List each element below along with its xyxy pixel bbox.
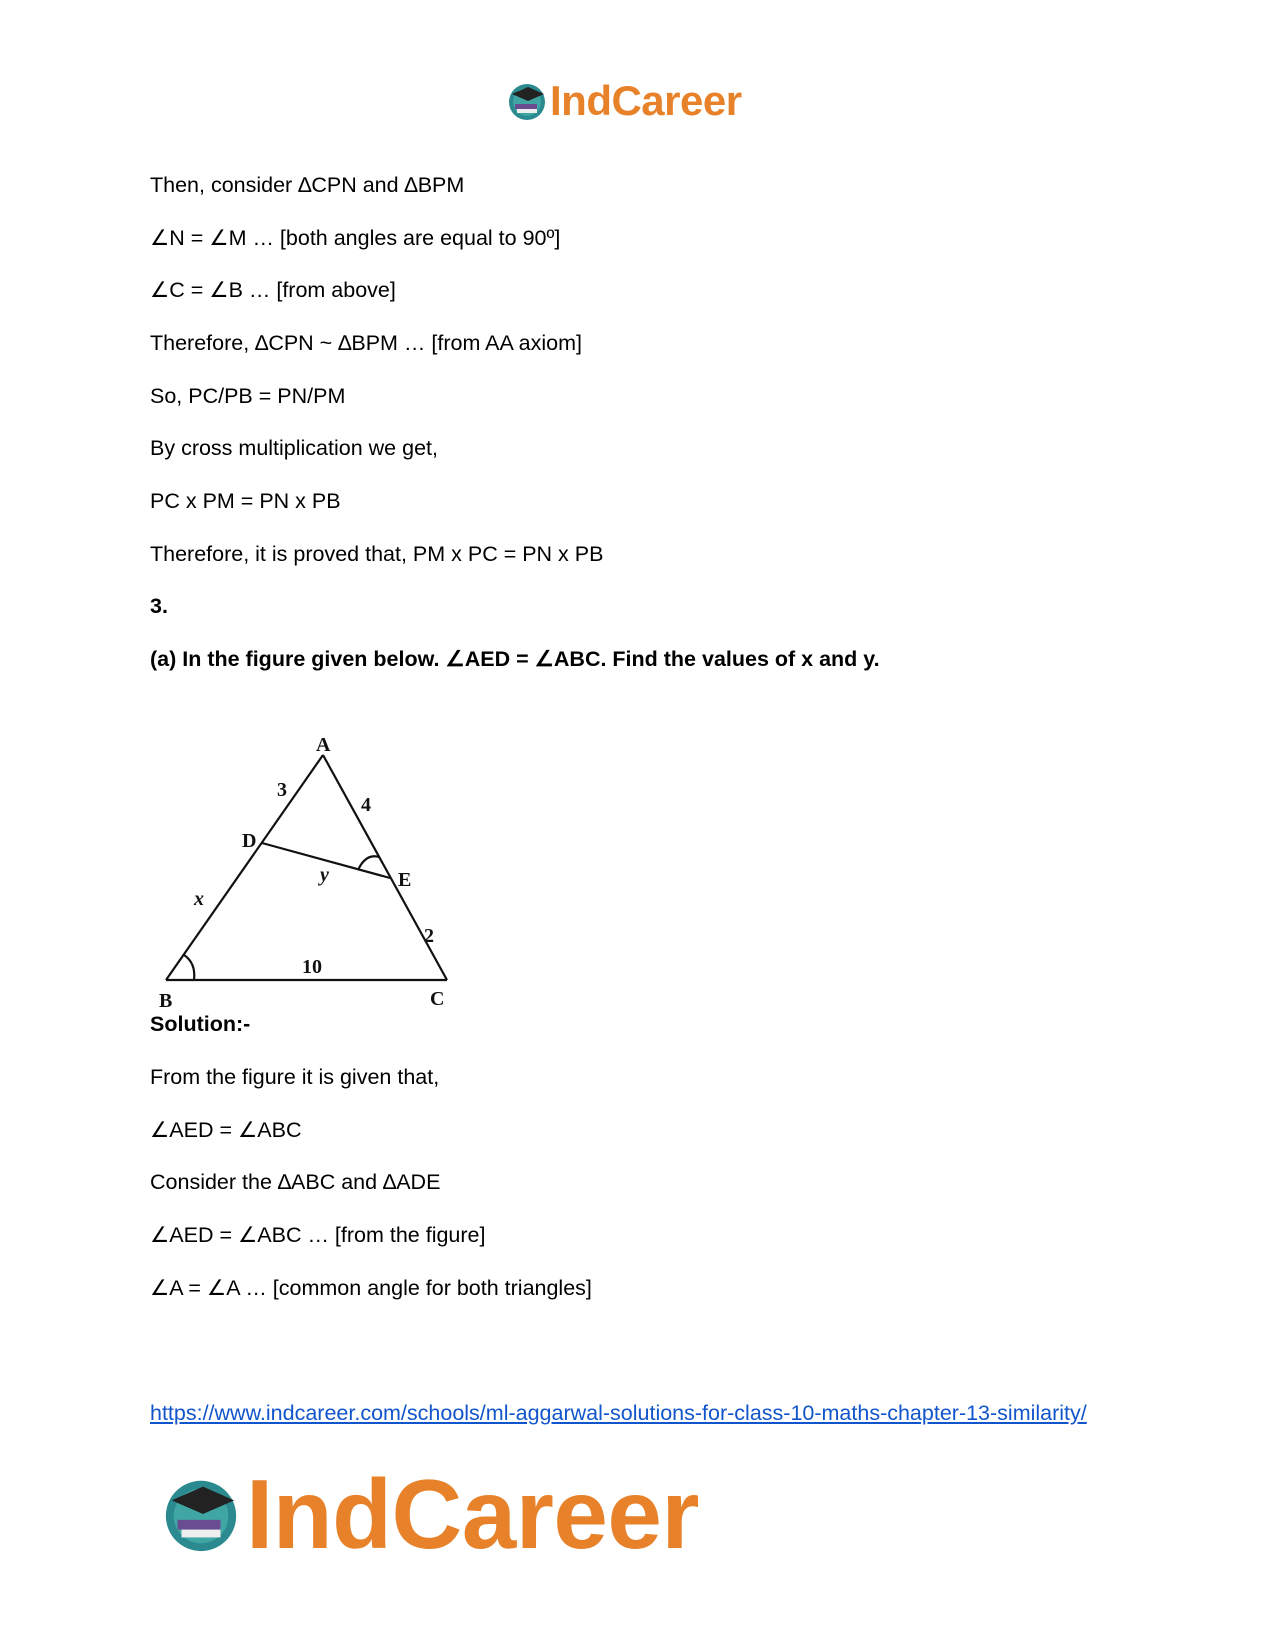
triangle-figure	[152, 735, 462, 1020]
text-line: ∠AED = ∠ABC … [from the figure]	[150, 1223, 486, 1247]
vertex-d-label: D	[242, 830, 257, 852]
angle-e-arc	[358, 856, 379, 870]
question-number: 3.	[150, 594, 168, 618]
text-line: Then, consider ∆CPN and ∆BPM	[150, 173, 465, 197]
label-db: x	[194, 888, 204, 910]
text-line: ∠N = ∠M … [both angles are equal to 90º]	[150, 226, 561, 250]
label-ae: 4	[361, 794, 371, 816]
label-de: y	[320, 864, 329, 886]
text-line: From the figure it is given that,	[150, 1065, 440, 1089]
text-line: ∠C = ∠B … [from above]	[150, 278, 396, 302]
side-ab	[166, 755, 323, 980]
footer-logo	[160, 1459, 700, 1569]
text-line: PC x PM = PN x PB	[150, 489, 341, 513]
text-line: ∠A = ∠A … [common angle for both triangles]	[150, 1276, 592, 1300]
header-logo	[506, 77, 742, 124]
text-line: ∠AED = ∠ABC	[150, 1118, 302, 1142]
vertex-b-label: B	[159, 990, 173, 1012]
logo-text: IndCareer	[550, 77, 742, 124]
angle-b-arc	[184, 955, 194, 980]
graduation-cap-icon	[506, 80, 548, 122]
logo-text: IndCareer	[246, 1459, 700, 1569]
label-bc: 10	[302, 956, 322, 978]
label-ec: 2	[424, 925, 434, 947]
text-line: Therefore, ∆CPN ~ ∆BPM … [from AA axiom]	[150, 331, 582, 355]
text-line: Consider the ∆ABC and ∆ADE	[150, 1170, 441, 1194]
text-line: So, PC/PB = PN/PM	[150, 384, 346, 408]
source-link[interactable]: https://www.indcareer.com/schools/ml-aggarwal-solutions-for-class-10-maths-chapter-13-similarity/	[150, 1401, 1087, 1425]
text-line: By cross multiplication we get,	[150, 436, 438, 460]
graduation-cap-icon	[160, 1473, 242, 1555]
vertex-a-label: A	[316, 735, 331, 756]
vertex-e-label: E	[398, 869, 412, 891]
question-text: (a) In the figure given below. ∠AED = ∠ABC. Find the values of x and y.	[150, 647, 880, 671]
label-ad: 3	[277, 779, 287, 801]
solution-heading: Solution:-	[150, 1012, 251, 1036]
vertex-c-label: C	[430, 988, 445, 1010]
text-line: Therefore, it is proved that, PM x PC = PN x PB	[150, 542, 604, 566]
